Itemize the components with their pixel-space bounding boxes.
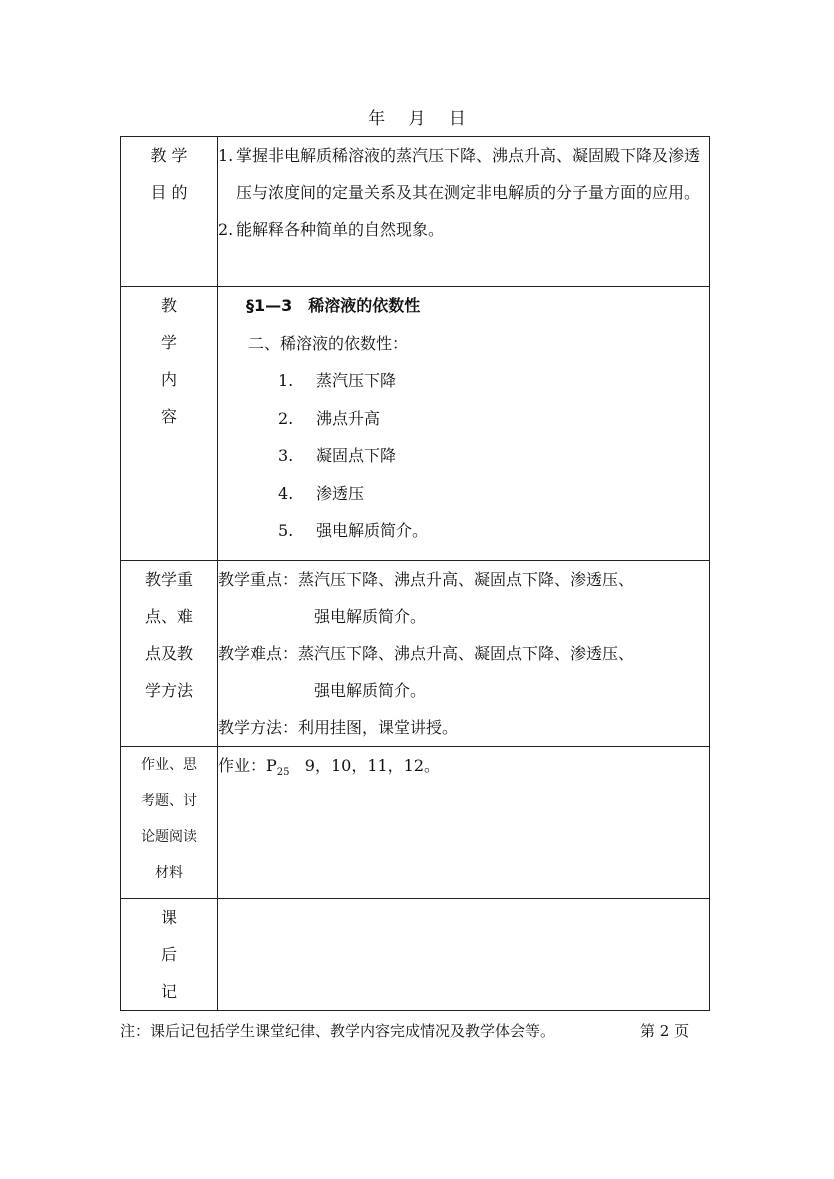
label-line: 点及教 (144, 644, 193, 663)
homework-prefix: 作业： (218, 756, 267, 775)
after-class-notes-cell (218, 899, 710, 1011)
label-homework (121, 747, 218, 899)
row-after-class (121, 899, 710, 1011)
label-key-points (121, 561, 218, 747)
label-char: 记 (160, 982, 177, 1001)
content-item-number: 4. (278, 483, 294, 503)
label-line: 论题阅读 (141, 829, 197, 845)
content-item (218, 362, 709, 400)
label-line: 目 的 (150, 183, 188, 202)
content-item-text: 沸点升高 (316, 408, 381, 428)
method-label: 教学方法： (218, 718, 299, 737)
label-char: 学 (160, 333, 177, 352)
teaching-aims-cell (218, 137, 710, 287)
row-teaching-aims (121, 137, 710, 287)
section-subheading: 二、稀溶液的依数性： (248, 333, 409, 353)
label-line: 教学重 (144, 570, 193, 589)
label-char: 内 (160, 370, 177, 389)
content-item-text: 强电解质简介。 (316, 521, 429, 540)
row-key-points (121, 561, 710, 747)
content-item-text: 凝固点下降 (316, 446, 397, 465)
key-points-text: 蒸汽压下降、沸点升高、凝固点下降、渗透压、 (298, 570, 635, 589)
row-homework (121, 747, 710, 899)
homework-page-letter: P (266, 756, 277, 775)
label-char: 容 (160, 407, 177, 426)
key-points-continuation: 强电解质简介。 (314, 607, 427, 626)
difficulties-text: 蒸汽压下降、沸点升高、凝固点下降、渗透压、 (298, 644, 635, 663)
content-item-number: 5. (278, 521, 294, 540)
difficulties-continuation: 强电解质简介。 (314, 681, 427, 700)
page-number: 第 2 页 (640, 1022, 690, 1040)
footer-note-text: 注：课后记包括学生课堂纪律、教学内容完成情况及教学体会等。 (120, 1022, 556, 1040)
content-item-number: 2. (278, 408, 294, 428)
label-after-class (121, 899, 218, 1011)
content-item-number: 1. (278, 371, 294, 390)
date-year: 年 (368, 109, 386, 129)
homework-problems: 9，10，11，12。 (304, 756, 441, 775)
key-points-cell (218, 561, 710, 747)
label-teaching-content (121, 287, 218, 561)
label-line: 材料 (155, 865, 183, 881)
teaching-content-cell (218, 287, 710, 561)
label-teaching-aims (121, 137, 218, 287)
label-char: 课 (160, 908, 177, 927)
content-item (218, 437, 709, 475)
label-line: 点、难 (144, 607, 193, 626)
content-item-text: 渗透压 (316, 483, 365, 503)
aim-number: 2. (218, 220, 234, 239)
label-line: 考题、讨 (141, 793, 197, 809)
aim-number: 1. (218, 146, 234, 165)
content-item (218, 512, 709, 550)
row-teaching-content (121, 287, 710, 561)
key-points-line (218, 561, 709, 598)
lesson-plan-table (120, 136, 710, 1011)
label-line: 作业、思 (141, 757, 197, 773)
date-day: 日 (448, 109, 466, 129)
aim-text: 掌握非电解质稀溶液的蒸汽压下降、沸点升高、凝固殿下降及渗透压与浓度间的定量关系及其在测定非电解质的分子量方面的应用。 (236, 146, 701, 202)
section-heading: §1—3 稀溶液的依数性 (246, 296, 421, 315)
content-item-number: 3. (278, 446, 294, 465)
aim-item (218, 211, 709, 248)
content-item-text: 蒸汽压下降 (316, 371, 397, 390)
aim-item (218, 137, 709, 211)
homework-page-number: 25 (276, 767, 290, 779)
content-item (218, 400, 709, 438)
label-line: 学方法 (144, 681, 193, 700)
aim-text: 能解释各种简单的自然现象。 (236, 220, 445, 239)
label-char: 教 (160, 296, 177, 315)
homework-cell (218, 747, 710, 899)
date-month: 月 (408, 109, 426, 129)
footer-note (120, 1020, 720, 1041)
label-line: 教 学 (150, 146, 188, 165)
difficulties-label: 教学难点： (218, 644, 299, 663)
key-points-label: 教学重点： (218, 570, 299, 589)
difficulties-line (218, 635, 709, 672)
label-char: 后 (160, 945, 177, 964)
date-line (0, 104, 834, 129)
content-item (218, 475, 709, 513)
method-line (218, 709, 709, 746)
method-text: 利用挂图，课堂讲授。 (298, 718, 459, 737)
